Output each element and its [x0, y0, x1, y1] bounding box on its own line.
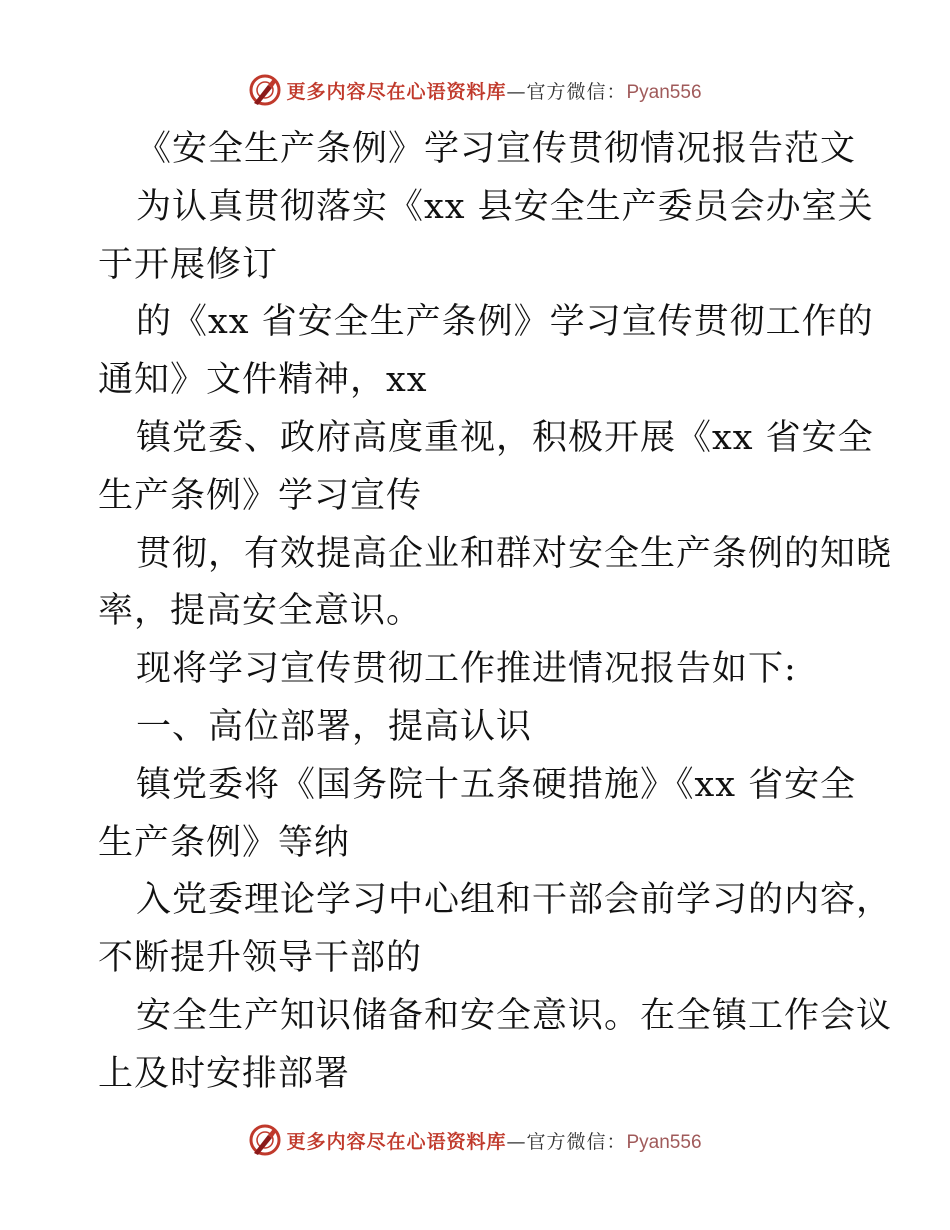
header-watermark — [0, 70, 950, 110]
watermark-id: Pyan556 — [626, 81, 702, 103]
text-line: 《安全生产条例》学习宣传贯彻情况报告范文 — [136, 129, 857, 169]
text-line: 一、高位部署，提高认识 — [136, 706, 533, 747]
watermark-official: 官方微信： — [526, 1130, 627, 1153]
text-line: 安全生产知识储备和安全意识。在全镇工作会议 — [136, 995, 893, 1036]
text-line: 贯彻，有效提高企业和群对安全生产条例的知晓 — [136, 533, 893, 574]
text-line: 现将学习宣传贯彻工作推进情况报告如下: — [136, 649, 797, 690]
watermark-id: Pyan556 — [626, 1131, 702, 1153]
text-line: 入党委理论学习中心组和干部会前学习的内容， — [136, 880, 893, 921]
document-body — [98, 121, 893, 1104]
footer-watermark — [0, 1120, 950, 1160]
watermark-dash: — — [506, 80, 527, 103]
text-line: 镇党委将《国务院十五条硬措施》《xx 省安全 — [136, 764, 857, 805]
text-line: 于开展修订 — [98, 244, 279, 285]
text-line: 通知》文件精神，xx — [98, 360, 428, 401]
text-line: 为认真贯彻落实《xx 县安全生产委员会办室关 — [136, 186, 874, 227]
text-line: 上及时安排部署 — [98, 1053, 351, 1094]
watermark-official: 官方微信： — [526, 80, 627, 103]
text-line: 的《xx 省安全生产条例》学习宣传贯彻工作的 — [136, 302, 874, 343]
watermark-brand: 更多内容尽在心语资料库 — [286, 80, 507, 103]
text-line: 不断提升领导干部的 — [98, 938, 423, 979]
watermark-brand: 更多内容尽在心语资料库 — [286, 1130, 507, 1153]
text-line: 率，提高安全意识。 — [98, 591, 423, 632]
text-line: 镇党委、政府高度重视，积极开展《xx 省安全 — [136, 417, 874, 458]
pen-logo-icon — [248, 1123, 282, 1157]
text-line: 生产条例》等纳 — [98, 822, 351, 863]
watermark-dash: — — [506, 1130, 527, 1153]
text-line: 生产条例》学习宣传 — [98, 475, 423, 516]
pen-logo-icon — [248, 73, 282, 107]
